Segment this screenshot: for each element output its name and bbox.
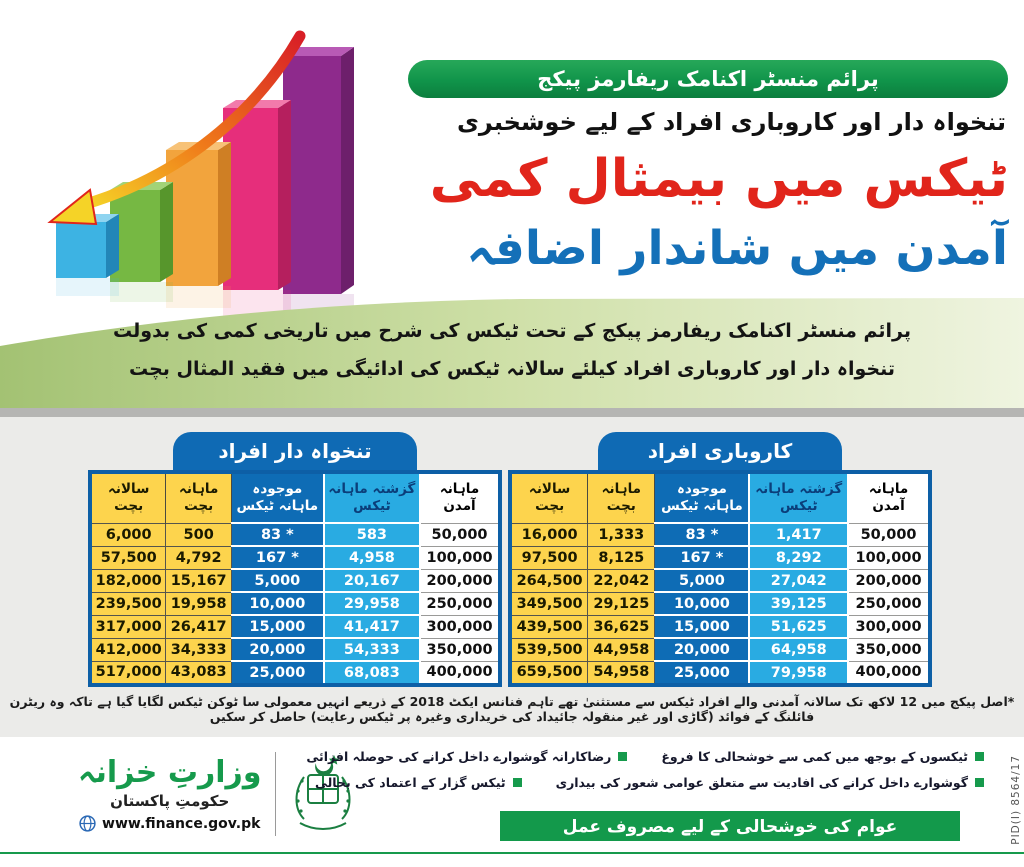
column-header: موجودہ ماہانہ ٹیکس — [231, 472, 323, 523]
table-cell: 15,167 — [166, 569, 232, 592]
headline-income-increase: آمدن میں شاندار اضافہ — [466, 221, 1008, 276]
table-row — [510, 569, 930, 592]
table-cell: 264,500 — [510, 569, 588, 592]
bar-pink — [223, 100, 291, 316]
salaried-table — [88, 470, 502, 687]
table-row — [90, 569, 500, 592]
table-cell: 500 — [166, 523, 232, 546]
table-cell: 57,500 — [90, 546, 166, 569]
table-cell: 400,000 — [420, 661, 500, 685]
list-item — [661, 749, 984, 764]
table-cell: 43,083 — [166, 661, 232, 685]
table-cell: 400,000 — [848, 661, 930, 685]
table-row — [510, 615, 930, 638]
bullet-row — [314, 775, 984, 790]
table-cell: 349,500 — [510, 592, 588, 615]
table-cell: 54,333 — [324, 638, 420, 661]
table-cell: 1,417 — [749, 523, 848, 546]
table-cell: 539,500 — [510, 638, 588, 661]
table-cell: 239,500 — [90, 592, 166, 615]
bottom-rule — [0, 852, 1024, 854]
table-cell: 300,000 — [848, 615, 930, 638]
column-header: ماہانہ بچت — [166, 472, 232, 523]
table-cell: 97,500 — [510, 546, 588, 569]
divider-stripe — [0, 408, 1024, 417]
column-header: سالانہ بچت — [510, 472, 588, 523]
business-table-block — [508, 432, 932, 687]
table-cell: 659,500 — [510, 661, 588, 685]
bar-blue — [56, 214, 119, 296]
table-cell: 83 * — [655, 523, 750, 546]
table-cell: 100,000 — [848, 546, 930, 569]
list-item — [315, 775, 522, 790]
table-cell: 412,000 — [90, 638, 166, 661]
list-item — [306, 749, 627, 764]
table-cell: 8,292 — [749, 546, 848, 569]
subtitle: تنخواہ دار اور کاروباری افراد کے لیے خوشخبری — [456, 108, 1006, 136]
table-cell: 100,000 — [420, 546, 500, 569]
table-cell: 34,333 — [166, 638, 232, 661]
table-cell: 439,500 — [510, 615, 588, 638]
table-cell: 517,000 — [90, 661, 166, 685]
table-cell: 8,125 — [588, 546, 655, 569]
table-cell: 41,417 — [324, 615, 420, 638]
bullet-square-icon — [975, 778, 984, 787]
table-cell: 20,000 — [231, 638, 323, 661]
bullet-square-icon — [975, 752, 984, 761]
column-header: موجودہ ماہانہ ٹیکس — [655, 472, 750, 523]
column-header: گزشتہ ماہانہ ٹیکس — [324, 472, 420, 523]
table-cell: 250,000 — [848, 592, 930, 615]
bullet-row — [306, 749, 984, 764]
highlights-list — [306, 749, 984, 801]
table-cell: 167 * — [231, 546, 323, 569]
website-row — [78, 815, 261, 832]
bullet-square-icon — [618, 752, 627, 761]
salaried-table-title: تنخواہ دار افراد — [173, 432, 417, 470]
table-cell: 29,125 — [588, 592, 655, 615]
table-row — [510, 546, 930, 569]
ministry-text — [78, 756, 261, 833]
table-cell: 54,958 — [588, 661, 655, 685]
table-cell: 5,000 — [655, 569, 750, 592]
table-cell: 20,167 — [324, 569, 420, 592]
table-cell: 16,000 — [510, 523, 588, 546]
table-row — [510, 592, 930, 615]
table-cell: 68,083 — [324, 661, 420, 685]
business-table-title: کاروباری افراد — [598, 432, 842, 470]
column-header: ماہانہ بچت — [588, 472, 655, 523]
globe-icon — [79, 815, 96, 832]
column-header: ماہانہ آمدن — [848, 472, 930, 523]
table-cell: 44,958 — [588, 638, 655, 661]
table-cell: 300,000 — [420, 615, 500, 638]
website-link[interactable]: www.finance.gov.pk — [102, 815, 261, 832]
bullet-text: ٹیکس گزار کے اعتماد کی بحالی — [314, 775, 506, 790]
table-row — [90, 638, 500, 661]
table-cell: 39,125 — [749, 592, 848, 615]
table-cell: 1,333 — [588, 523, 655, 546]
table-cell: 64,958 — [749, 638, 848, 661]
table-cell: 22,042 — [588, 569, 655, 592]
column-header: سالانہ بچت — [90, 472, 166, 523]
table-cell: 4,958 — [324, 546, 420, 569]
table-cell: 200,000 — [848, 569, 930, 592]
bullet-text: ٹیکسوں کے بوجھ میں کمی سے خوشحالی کا فروغ — [661, 749, 968, 764]
table-cell: 20,000 — [655, 638, 750, 661]
table-cell: 27,042 — [749, 569, 848, 592]
bullet-square-icon — [513, 778, 522, 787]
bullet-text: رضاکارانہ گوشوارے داخل کرانے کی حوصلہ افزائی — [306, 749, 612, 764]
table-cell: 83 * — [231, 523, 323, 546]
table-cell: 250,000 — [420, 592, 500, 615]
table-cell: 6,000 — [90, 523, 166, 546]
list-item — [556, 775, 984, 790]
table-cell: 4,792 — [166, 546, 232, 569]
table-cell: 25,000 — [231, 661, 323, 685]
table-cell: 350,000 — [848, 638, 930, 661]
column-header: گزشتہ ماہانہ ٹیکس — [749, 472, 848, 523]
table-cell: 29,958 — [324, 592, 420, 615]
table-cell: 79,958 — [749, 661, 848, 685]
table-cell: 26,417 — [166, 615, 232, 638]
table-cell: 10,000 — [231, 592, 323, 615]
divider — [275, 752, 276, 836]
table-cell: 50,000 — [848, 523, 930, 546]
table-cell: 5,000 — [231, 569, 323, 592]
tables-section — [0, 417, 1024, 737]
footnote: *اصل پیکج میں 12 لاکھ تک سالانہ آمدنی والے افراد ٹیکس سے مستثنیٰ تھے تاہم فنانس ایکٹ 2018 کے ذریعے انہیں معمولی سا ٹوکن ٹیکس لگایا گیا ہے تاکہ وہ ریٹرن فائلنگ کے فوائد (گاڑی اور غیر منقولہ جائیداد کی خریداری وغیرہ پر ٹیکس رعایت) حاصل کر سکیں — [9, 694, 1015, 724]
table-cell: 25,000 — [655, 661, 750, 685]
green-band — [0, 298, 1024, 408]
table-cell: 19,958 — [166, 592, 232, 615]
pid-number: PID(I) 8564/17 — [1010, 755, 1022, 845]
bullet-text: گوشوارے داخل کرانے کی افادیت سے متعلق عوامی شعور کی بیداری — [555, 775, 968, 790]
table-cell: 350,000 — [420, 638, 500, 661]
table-cell: 317,000 — [90, 615, 166, 638]
business-table — [508, 470, 932, 687]
table-cell: 50,000 — [420, 523, 500, 546]
table-row — [510, 661, 930, 685]
table-row — [510, 523, 930, 546]
band-text-line1: پرائم منسٹر اکنامک ریفارمز پیکج کے تحت ٹیکس کی شرح میں تاریخی کمی کی بدولت — [113, 320, 911, 342]
program-badge: پرائم منسٹر اکنامک ریفارمز پیکج — [408, 60, 1008, 98]
table-cell: 10,000 — [655, 592, 750, 615]
table-row — [90, 615, 500, 638]
footer — [0, 737, 1024, 867]
table-row — [510, 638, 930, 661]
salaried-table-block — [88, 432, 502, 687]
bar-green — [110, 182, 173, 302]
table-row — [90, 523, 500, 546]
table-row — [90, 546, 500, 569]
table-cell: 167 * — [655, 546, 750, 569]
table-cell: 51,625 — [749, 615, 848, 638]
band-swoosh-shape — [0, 298, 1024, 408]
table-cell: 182,000 — [90, 569, 166, 592]
headline-tax-reduction: ٹیکس میں بیمثال کمی — [429, 149, 1008, 209]
table-cell: 36,625 — [588, 615, 655, 638]
band-text-line2: تنخواہ دار اور کاروباری افراد کیلئے سالانہ ٹیکس کی ادائیگی میں فقید المثال بچت — [128, 358, 896, 380]
table-row — [90, 592, 500, 615]
table-cell: 200,000 — [420, 569, 500, 592]
ministry-name: وزارتِ خزانہ — [78, 754, 262, 790]
table-cell: 15,000 — [231, 615, 323, 638]
slogan-banner: عوام کی خوشحالی کے لیے مصروف عمل — [500, 811, 960, 841]
column-header: ماہانہ آمدن — [420, 472, 500, 523]
table-cell: 15,000 — [655, 615, 750, 638]
government-label: حکومتِ پاکستان — [110, 792, 230, 811]
table-row — [90, 661, 500, 685]
table-cell: 583 — [324, 523, 420, 546]
